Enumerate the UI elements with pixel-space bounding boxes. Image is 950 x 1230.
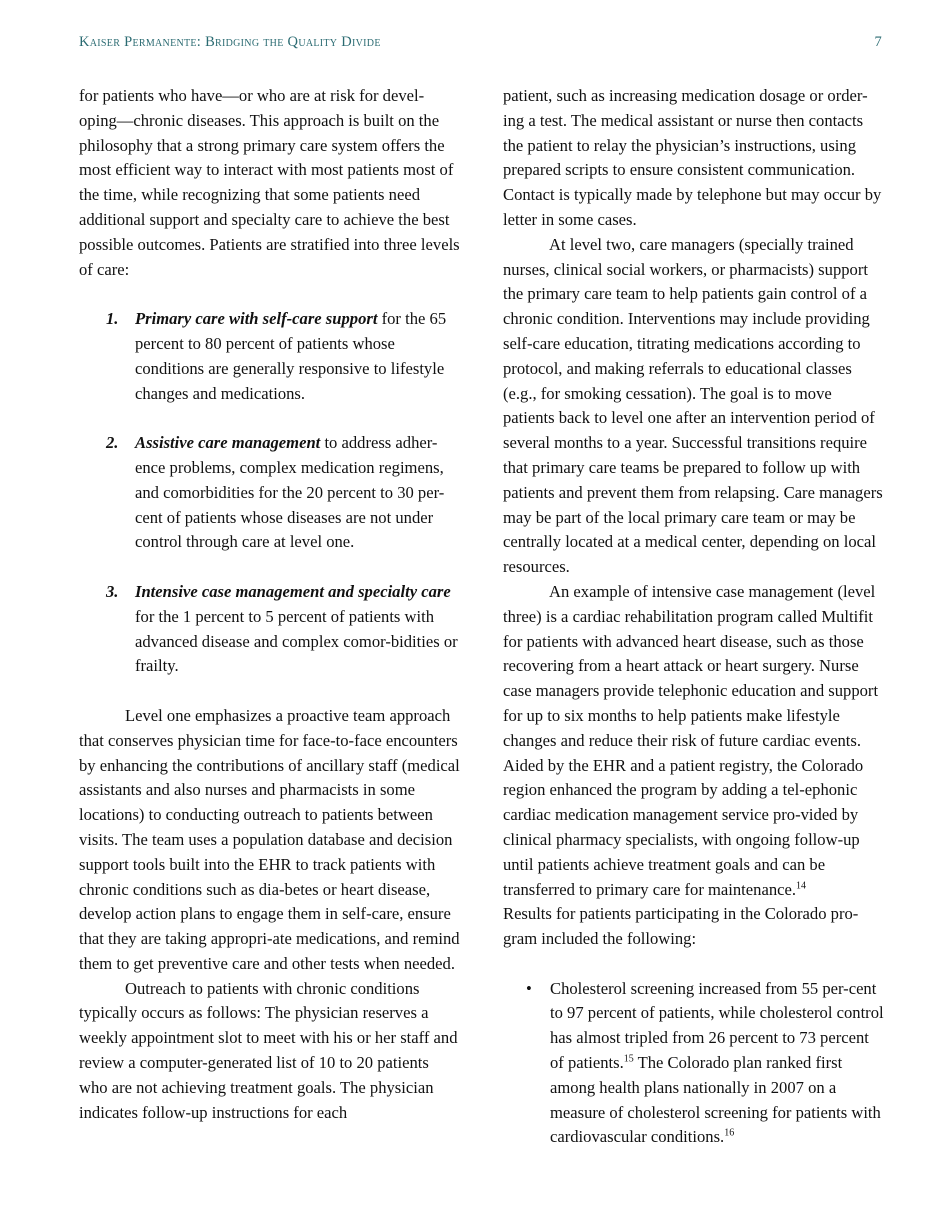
care-levels-list [79, 307, 461, 679]
care-level-title: Primary care with self-care support [135, 309, 378, 329]
footnote-ref-15: 15 [623, 1053, 634, 1065]
care-level-description: for the 1 percent to 5 percent of patients with advanced disease and complex comor-bidities or frailty. [135, 606, 458, 676]
page-number: 7 [874, 34, 882, 50]
care-level-number: 2. [106, 433, 119, 453]
level-two-paragraph: At level two, care managers (specially trained nurses, clinical social workers, or pharmacists) support the primary care team to help patients gain control of a chronic condition. Interventions may include providing self-care education, titrating medications according to protocol, and making referrals to educational classes (e.g., for smoking cessation). The goal is to move patients back to level one after an intervention period of several months to a year. Successful transitions require that primary care teams be prepared to follow up with patients and prevent them from relapsing. Care managers may be part of the local primary care team or may be centrally located at a medical center, depending on local resources. [503, 234, 883, 577]
care-level-item [79, 431, 461, 555]
care-level-item [79, 307, 461, 406]
running-head-title: Kaiser Permanente: Bridging the Quality Divide [79, 34, 381, 50]
left-column [79, 84, 461, 1125]
results-list-item [503, 977, 885, 1151]
care-level-number: 3. [106, 581, 119, 601]
result-text-b: The Colorado plan ranked first among health plans nationally in 2007 on a measure of cholesterol screening for patients with cardiovascular conditions. [550, 1053, 881, 1147]
right-column [503, 84, 885, 1150]
intro-paragraph: for patients who have—or who are at risk for devel-oping—chronic diseases. This approach is built on the philosophy that a strong primary care system offers the most efficient way to interact with most patients most of the time, while recognizing that some patients need additional support and specialty care to achieve the best possible outcomes. Patients are stratified into three levels of care: [79, 86, 460, 279]
level-one-paragraph: Level one emphasizes a proactive team approach that conserves physician time for face-to-face encounters by enhancing the contributions of ancillary staff (medical assistants and also nurses and pharmacists in some locations) to conducting outreach to patients between visits. The team uses a population database and decision support tools built into the EHR to track patients with chronic conditions such as dia-betes or heart disease, develop action plans to engage them in self-care, ensure that they are taking appropri-ate medications, and remind them to get preventive care and other tests when needed. [79, 705, 460, 973]
care-level-item [79, 580, 461, 679]
result-text-a: Cholesterol screening increased from 55 per-cent to 97 percent of patients, while cholesterol control has almost tripled from 26 percent to 73 percent of patients. [550, 978, 884, 1073]
bullet-icon: • [526, 978, 532, 998]
continued-paragraph: patient, such as increasing medication dosage or order-ing a test. The medical assistant or nurse then contacts the patient to relay the physician’s instructions, using prepared scripts to ensure consistent communication. Contact is typically made by telephone but may occur by letter in some cases. [503, 86, 882, 229]
care-level-number: 1. [106, 309, 119, 329]
care-level-title: Intensive case management and specialty care [135, 581, 451, 601]
care-level-title: Assistive care management [135, 433, 321, 453]
level-three-example-paragraph [503, 580, 885, 902]
footnote-ref-14: 14 [796, 879, 806, 891]
footnote-ref-16: 16 [724, 1127, 735, 1139]
running-header [79, 34, 882, 54]
results-intro-paragraph: Results for patients participating in the Colorado pro-gram included the following: [503, 904, 859, 949]
care-level-description: to address adher-ence problems, complex medication regimens, and comorbidities for the 20 percent to 30 per-cent of patients whose diseases are not under control through care at level one. [135, 433, 445, 552]
results-list [503, 977, 885, 1151]
care-level-description: for the 65 percent to 80 percent of patients whose conditions are generally responsive to lifestyle changes and medications. [135, 309, 447, 403]
outreach-paragraph: Outreach to patients with chronic conditions typically occurs as follows: The physician reserves a weekly appointment slot to meet with his or her staff and review a computer-generated list of 10 to 20 patients who are not achieving treatment goals. The physician indicates follow-up instructions for each [79, 978, 458, 1122]
example-text: An example of intensive case management (level three) is a cardiac rehabilitation program called Multifit for patients with advanced heart disease, such as those recovering from a heart attack or heart surgery. Nurse case managers provide telephonic education and support for up to six months to help patients make lifestyle changes and reduce their risk of future cardiac events. Aided by the EHR and a patient registry, the Colorado region enhanced the program by adding a tel-ephonic cardiac medication management service pro-vided by clinical pharmacy specialists, with ongoing follow-up until patients achieve treatment goals and can be transferred to primary care for maintenance. [503, 581, 879, 899]
